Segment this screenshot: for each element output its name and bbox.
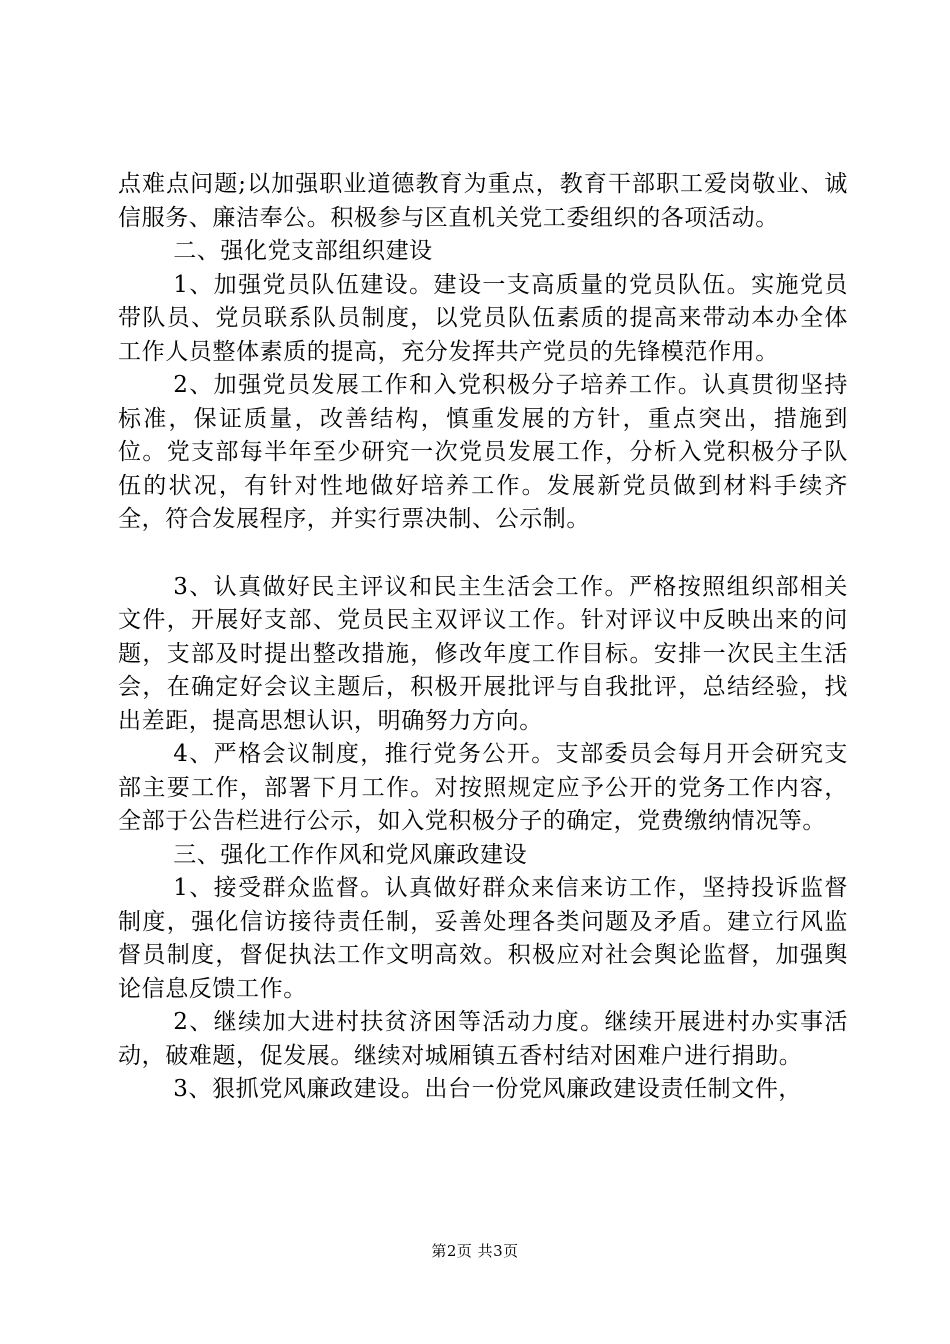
paragraph-2-1: 1、加强党员队伍建设。建设一支高质量的党员队伍。实施党员带队员、党员联系队员制度，以党员队伍素质的提高来带动本办全体工作人员整体素质的提高，充分发挥共产党员的先锋模范作用。 xyxy=(118,271,848,365)
section-heading-3: 三、强化工作作风和党风廉政建设 xyxy=(173,841,528,868)
paragraph-2-2: 2、加强党员发展工作和入党积极分子培养工作。认真贯彻坚持标准，保证质量，改善结构，慎重发展的方针，重点突出，措施到位。党支部每半年至少研究一次党员发展工作，分析入党积极分子队伍的状况，有针对性地做好培养工作。发展新党员做到材料手续齐全，符合发展程序，并实行票决制、公示制。 xyxy=(118,372,848,532)
paragraph-spacer xyxy=(118,537,848,571)
paragraph-2-4: 4、严格会议制度，推行党务公开。支部委员会每月开会研究支部主要工作，部署下月工作。对按照规定应予公开的党务工作内容，全部于公告栏进行公示，如入党积极分子的确定，党费缴纳情况等。 xyxy=(118,741,848,834)
paragraph-3-2: 2、继续加大进村扶贫济困等活动力度。继续开展进村办实事活动，破难题，促发展。继续对城厢镇五香村结对困难户进行捐助。 xyxy=(118,1009,848,1069)
section-heading-2: 二、强化党支部组织建设 xyxy=(173,238,433,264)
page-footer: 第2页 共3页 xyxy=(431,1242,519,1260)
paragraph-3-3: 3、狠抓党风廉政建设。出台一份党风廉政建设责任制文件， xyxy=(173,1076,803,1102)
document-body xyxy=(118,168,848,1107)
paragraph-2-3: 3、认真做好民主评议和民主生活会工作。严格按照组织部相关文件，开展好支部、党员民主双评议工作。针对评议中反映出来的问题，支部及时提出整改措施，修改年度工作目标。安排一次民主生活会，在确定好会议主题后，积极开展批评与自我批评，总结经验，找出差距，提高思想认识，明确努力方向。 xyxy=(118,573,848,734)
paragraph-continuation: 点难点问题;以加强职业道德教育为重点，教育干部职工爱岗敬业、诚信服务、廉洁奉公。积极参与区直机关党工委组织的各项活动。 xyxy=(118,171,848,231)
paragraph-3-1: 1、接受群众监督。认真做好群众来信来访工作，坚持投诉监督制度，强化信访接待责任制，妥善处理各类问题及矛盾。建立行风监督员制度，督促执法工作文明高效。积极应对社会舆论监督，加强舆论信息反馈工作。 xyxy=(118,875,848,1002)
